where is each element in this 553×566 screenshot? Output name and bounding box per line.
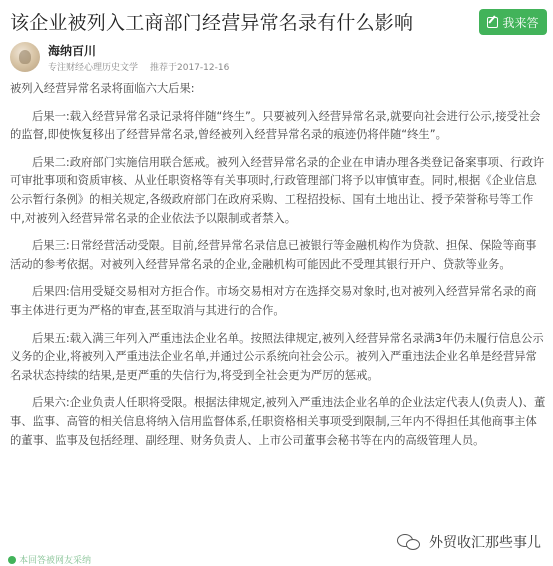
wechat-icon [397, 532, 423, 552]
author-name[interactable]: 海纳百川 [48, 44, 97, 58]
watermark [391, 530, 547, 554]
author-bar [10, 42, 550, 76]
consequence-paragraph: 后果一:载入经营异常名录记录将伴随“终生”。只要被列入经营异常名录,就要向社会进行公示,接受社会的监督,即使恢复移出了经营异常名录,曾经被列入经营异常名录的痕迹仍将伴随“终生”。 [10, 109, 541, 142]
avatar[interactable] [10, 42, 40, 72]
page-title: 该企业被列入工商部门经营异常名录有什么影响 [10, 12, 414, 34]
answer-button-label: 我来答 [502, 15, 539, 30]
recommend-date: 推荐于2017-12-16 [150, 63, 230, 73]
adopted-icon [8, 556, 16, 564]
adopted-note-text: 本回答被网友采纳 [19, 556, 92, 566]
consequence-paragraph: 后果五:载入满三年列入严重违法企业名单。按照法律规定,被列入经营异常名录满3年仍未履行信息公示义务的企业,将被列入严重违法企业名单,并通过公示系统向社会公示。被列入严重违法企业名单是经营异常名录状态持续的结果,是更严重的失信行为,将受到全社会更为严厉的惩戒。 [10, 331, 544, 382]
answer-content [10, 80, 546, 459]
adopted-note [8, 553, 91, 566]
consequence-paragraph: 后果六:企业负责人任职将受限。根据法律规定,被列入严重违法企业名单的企业法定代表人(负责人)、董事、监事、高管的相关信息将纳入信用监督体系,任职资格相关事项受到限制,三年内不得担任其他商事主体的董事、监事及包括经理、副经理、财务负责人、上市公司董事会秘书等在内的高级管理人员。 [10, 396, 546, 447]
consequence-paragraph: 后果二:政府部门实施信用联合惩戒。被列入经营异常名录的企业在申请办理各类登记备案事项、行政许可审批事项和资质审核、从业任职资格等有关事项时,行政管理部门将予以审慎审查。同时,根据《企业信息公示暂行条例》的相关规定,各级政府部门在政府采购、工程招投标、国有土地出让、授予荣誉称号等工作中,对被列入经营异常名录的企业依法予以限制或者禁入。 [10, 155, 545, 225]
answer-button[interactable] [479, 9, 547, 35]
edit-icon [487, 17, 498, 28]
consequence-paragraph: 后果三:日常经营活动受限。目前,经营异常名录信息已被银行等金融机构作为贷款、担保、保险等商事活动的参考依据。对被列入经营异常名录的企业,金融机构可能因此不受理其银行开户、贷款等业务。 [10, 239, 537, 271]
page-header [0, 0, 553, 42]
consequence-paragraph: 后果四:信用受疑交易相对方拒合作。市场交易相对方在选择交易对象时,也对被列入经营异常名录的商事主体进行更为严格的审查,甚至取消与其进行的合作。 [10, 285, 537, 317]
answer-lead: 被列入经营异常名录将面临六大后果: [10, 82, 195, 95]
watermark-text: 外贸收汇那些事儿 [429, 535, 541, 551]
author-description: 专注财经心理历史文学 [48, 63, 139, 73]
